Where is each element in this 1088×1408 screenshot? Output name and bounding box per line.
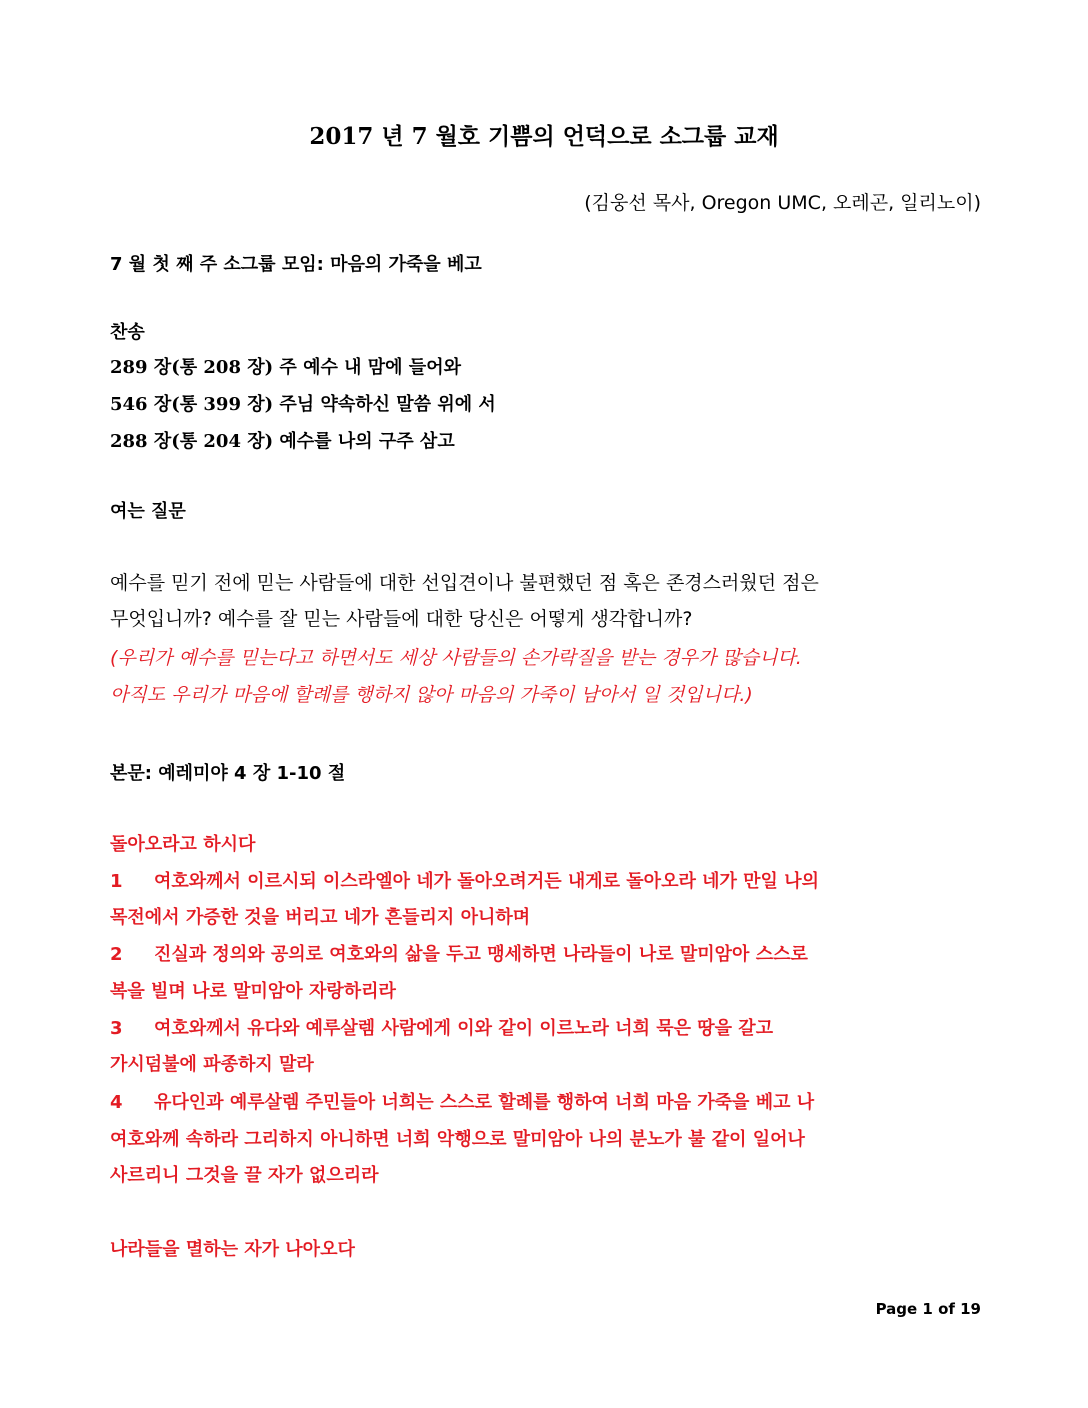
verse-continuation: 가시덤불에 파종하지 말라 xyxy=(110,1054,314,1075)
verse-text: 여호와께서 유다와 예루살렘 사람에게 이와 같이 이르노라 너희 묵은 땅을 갈고 xyxy=(154,1018,774,1039)
opening-question-line: 예수를 믿기 전에 믿는 사람들에 대한 선입견이나 불편했던 점 혹은 존경스러웠던 점은 xyxy=(110,572,819,594)
verse-text: 유다인과 예루살렘 주민들아 너희는 스스로 할례를 행하여 너희 마음 가죽을 베고 나 xyxy=(154,1092,815,1113)
opening-question-heading: 여는 질문 xyxy=(110,501,186,522)
hymn-item: 288 장(통 204 장) 예수를 나의 구주 삼고 xyxy=(110,431,455,452)
section-title: 나라들을 멸하는 자가 나아오다 xyxy=(110,1239,355,1260)
verse-continuation: 목전에서 가증한 것을 버리고 네가 흔들리지 아니하며 xyxy=(110,907,531,928)
verse-line xyxy=(110,1088,814,1114)
page-title: 2017 년 7 월호 기쁨의 언덕으로 소그룹 교재 xyxy=(309,123,779,150)
hymn-item: 546 장(통 399 장) 주님 약속하신 말씀 위에 서 xyxy=(110,394,496,415)
opening-question-note: 아직도 우리가 마음에 할례를 행하지 않아 마음의 가죽이 남아서 일 것입니다.) xyxy=(110,684,753,706)
verse-text: 진실과 정의와 공의로 여호와의 삶을 두고 맹세하면 나라들이 나로 말미암아 스스로 xyxy=(154,944,808,965)
verse-continuation: 여호와께 속하라 그리하지 아니하면 너희 악행으로 말미암아 나의 분노가 불 같이 일어나 xyxy=(110,1129,805,1150)
hymn-item: 289 장(통 208 장) 주 예수 내 맘에 들어와 xyxy=(110,357,461,378)
opening-question-line: 무엇입니까? 예수를 잘 믿는 사람들에 대한 당신은 어떻게 생각합니까? xyxy=(110,608,693,630)
verse-line xyxy=(110,867,819,893)
verse-line xyxy=(110,940,808,966)
opening-question-note: (우리가 예수를 믿는다고 하면서도 세상 사람들의 손가락질을 받는 경우가 많습니다. xyxy=(110,647,802,669)
verse-number: 1 xyxy=(110,871,123,892)
page-number: Page 1 of 19 xyxy=(875,1300,981,1318)
section-title: 돌아오라고 하시다 xyxy=(110,834,256,855)
verse-continuation: 복을 빌며 나로 말미암아 자랑하리라 xyxy=(110,981,396,1002)
verse-text: 여호와께서 이르시되 이스라엘아 네가 돌아오려거든 내게로 돌아오라 네가 만일 나의 xyxy=(154,871,819,892)
scripture-heading: 본문: 예레미야 4 장 1-10 절 xyxy=(110,763,346,784)
verse-number: 4 xyxy=(110,1092,123,1113)
week-heading: 7 월 첫 째 주 소그룹 모임: 마음의 가죽을 베고 xyxy=(110,254,482,275)
verse-line xyxy=(110,1014,773,1040)
author-line: (김웅선 목사, Oregon UMC, 오레곤, 일리노이) xyxy=(584,192,981,214)
verse-number: 2 xyxy=(110,944,123,965)
hymns-heading: 찬송 xyxy=(110,322,145,343)
verse-continuation: 사르리니 그것을 끌 자가 없으리라 xyxy=(110,1165,379,1186)
verse-number: 3 xyxy=(110,1018,123,1039)
